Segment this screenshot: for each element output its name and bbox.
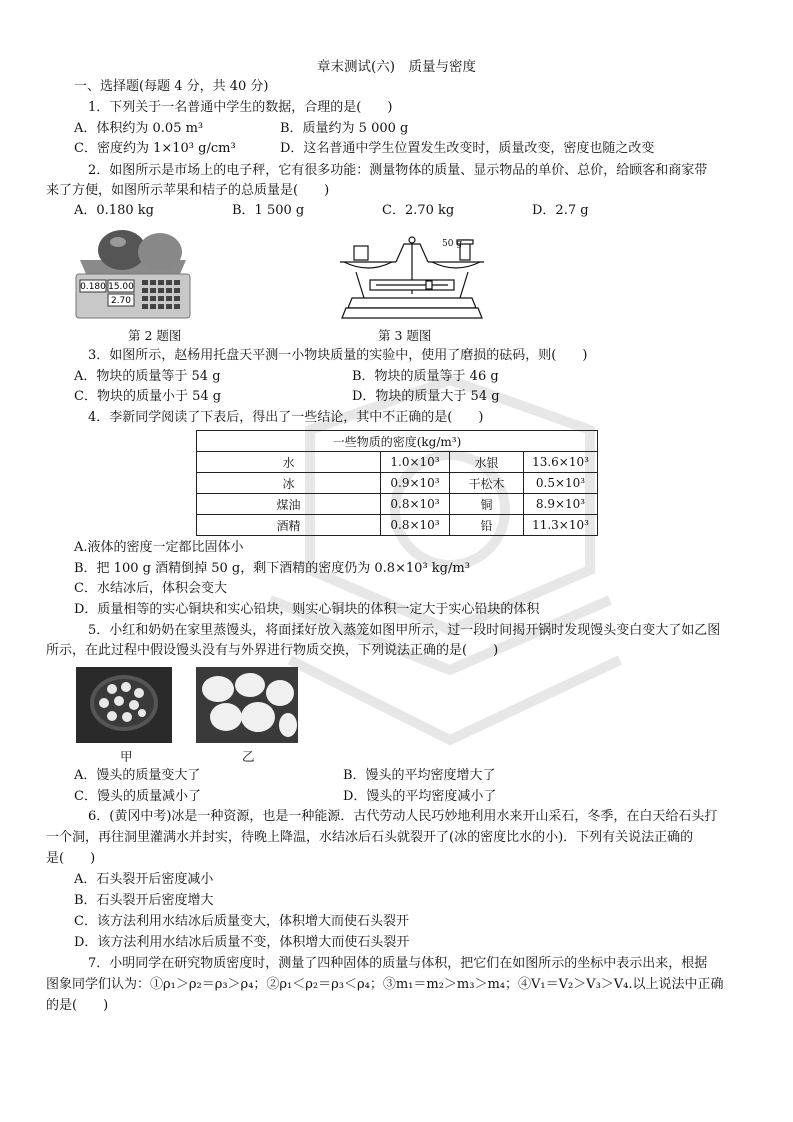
q7-line2: 图象同学们认为：①ρ₁＞ρ₂＝ρ₃＞ρ₄；②ρ₁＜ρ₂＝ρ₃＜ρ₄；③m₁＝m₂＞m₃＞m₄；④V₁＝V₂＞V₃＞V₄.以上说法中正确 xyxy=(46,977,724,992)
table-row: 冰 0.9×10³ 干松木 0.5×10³ xyxy=(197,473,598,494)
q2-option-c: C．2.70 kg xyxy=(382,203,455,218)
density-table-title: 一些物质的密度(kg/m³) xyxy=(197,431,598,452)
q4-option-b: B．把 100 g 酒精倒掉 50 g，剩下酒精的密度仍为 0.8×10³ kg/m³ xyxy=(74,561,470,576)
scale-display-unit-price: 15.00 xyxy=(108,282,134,292)
steamer-photo-yi xyxy=(196,667,298,743)
q1-option-c: C．密度约为 1×10³ g/cm³ xyxy=(74,141,236,156)
q2-option-d: D．2.7 g xyxy=(532,203,589,218)
q1-option-b: B．质量约为 5 000 g xyxy=(280,121,409,136)
q6-option-a: A．石头裂开后密度减小 xyxy=(74,872,214,887)
q3-option-d: D．物块的质量大于 54 g xyxy=(352,389,500,404)
page-title: 章末测试(六) 质量与密度 xyxy=(316,59,477,75)
q6-line2: 一个洞，再往洞里灌满水并封实，待晚上降温，水结冰后石头就裂开了(冰的密度比水的小)．下列有关说法正确的 xyxy=(46,830,694,845)
q6-option-c: C．该方法利用水结冰后质量变大，体积增大而使石头裂开 xyxy=(74,914,409,929)
q5-option-b: B．馒头的平均密度增大了 xyxy=(343,768,496,783)
q4-option-d: D．质量相等的实心铜块和实心铅块，则实心铜块的体积一定大于实心铅块的体积 xyxy=(74,602,540,617)
q2-line2: 来了方便，如图所示苹果和桔子的总质量是( ) xyxy=(46,183,330,198)
q6-line1: 6．(黄冈中考)冰是一种资源，也是一种能源．古代劳动人民巧妙地利用水来开山采石，冬季，在白天给石头打 xyxy=(88,809,718,824)
q7-line1: 7．小明同学在研究物质密度时，测量了四种固体的质量与体积，把它们在如图所示的坐标中表示出来，根据 xyxy=(88,956,708,971)
table-row: 水 1.0×10³ 水银 13.6×10³ xyxy=(197,452,598,473)
density-table xyxy=(196,430,598,536)
q5-line2: 所示，在此过程中假设馒头没有与外界进行物质交换，下列说法正确的是( ) xyxy=(46,643,499,658)
q1-option-d: D．这名普通中学生位置发生改变时，质量改变，密度也随之改变 xyxy=(280,141,655,156)
table-row: 酒精 0.8×10³ 铅 11.3×10³ xyxy=(197,515,598,536)
scale-display-weight: 0.180 xyxy=(80,282,106,292)
q6-line3: 是( ) xyxy=(46,851,96,866)
steamer-photo-jia xyxy=(76,667,172,743)
q5-line1: 5．小红和奶奶在家里蒸馒头，将面揉好放入蒸笼如图甲所示，过一段时间揭开锅时发现馒头变白变大了如乙图 xyxy=(88,623,721,638)
weight-label-50g: 50 g xyxy=(442,239,463,249)
q5-option-d: D．馒头的平均密度减小了 xyxy=(343,789,497,804)
photo-caption-jia: 甲 xyxy=(120,749,133,764)
q3-option-c: C．物块的质量小于 54 g xyxy=(74,389,222,404)
q2-option-b: B．1 500 g xyxy=(232,203,305,218)
figure-3-caption: 第 3 题图 xyxy=(378,328,432,343)
q4-option-c: C．水结冰后，体积会变大 xyxy=(74,581,227,596)
electronic-scale-figure xyxy=(74,222,192,320)
q4-option-a: A.液体的密度一定都比固体小 xyxy=(74,540,244,555)
q3-stem: 3．如图所示，赵杨用托盘天平测一小物块质量的实验中，使用了磨损的砝码，则( ) xyxy=(88,348,588,363)
q6-option-d: D．该方法利用水结冰后质量不变，体积增大而使石头裂开 xyxy=(74,935,410,950)
q1-option-a: A．体积约为 0.05 m³ xyxy=(74,121,204,136)
q2-option-a: A．0.180 kg xyxy=(74,203,154,218)
q5-option-a: A．馒头的质量变大了 xyxy=(74,768,201,783)
q3-option-a: A．物块的质量等于 54 g xyxy=(74,369,221,384)
table-row: 煤油 0.8×10³ 铜 8.9×10³ xyxy=(197,494,598,515)
scale-display-total: 2.70 xyxy=(110,296,132,306)
balance-figure xyxy=(336,232,488,322)
q1-stem: 1．下列关于一名普通中学生的数据，合理的是( ) xyxy=(88,100,393,115)
q7-line3: 的是( ) xyxy=(46,998,109,1013)
q2-line1: 2．如图所示是市场上的电子秤，它有很多功能：测量物体的质量、显示物品的单价、总价，给顾客和商家带 xyxy=(88,163,708,178)
section-heading: 一、选择题(每题 4 分，共 40 分) xyxy=(74,79,269,94)
q6-option-b: B．石头裂开后密度增大 xyxy=(74,893,214,908)
q5-option-c: C．馒头的质量减小了 xyxy=(74,789,201,804)
q4-stem: 4．李新同学阅读了下表后，得出了一些结论，其中不正确的是( ) xyxy=(88,410,484,425)
q3-option-b: B．物块的质量等于 46 g xyxy=(352,369,499,384)
figure-2-caption: 第 2 题图 xyxy=(128,328,182,343)
photo-caption-yi: 乙 xyxy=(242,749,255,764)
